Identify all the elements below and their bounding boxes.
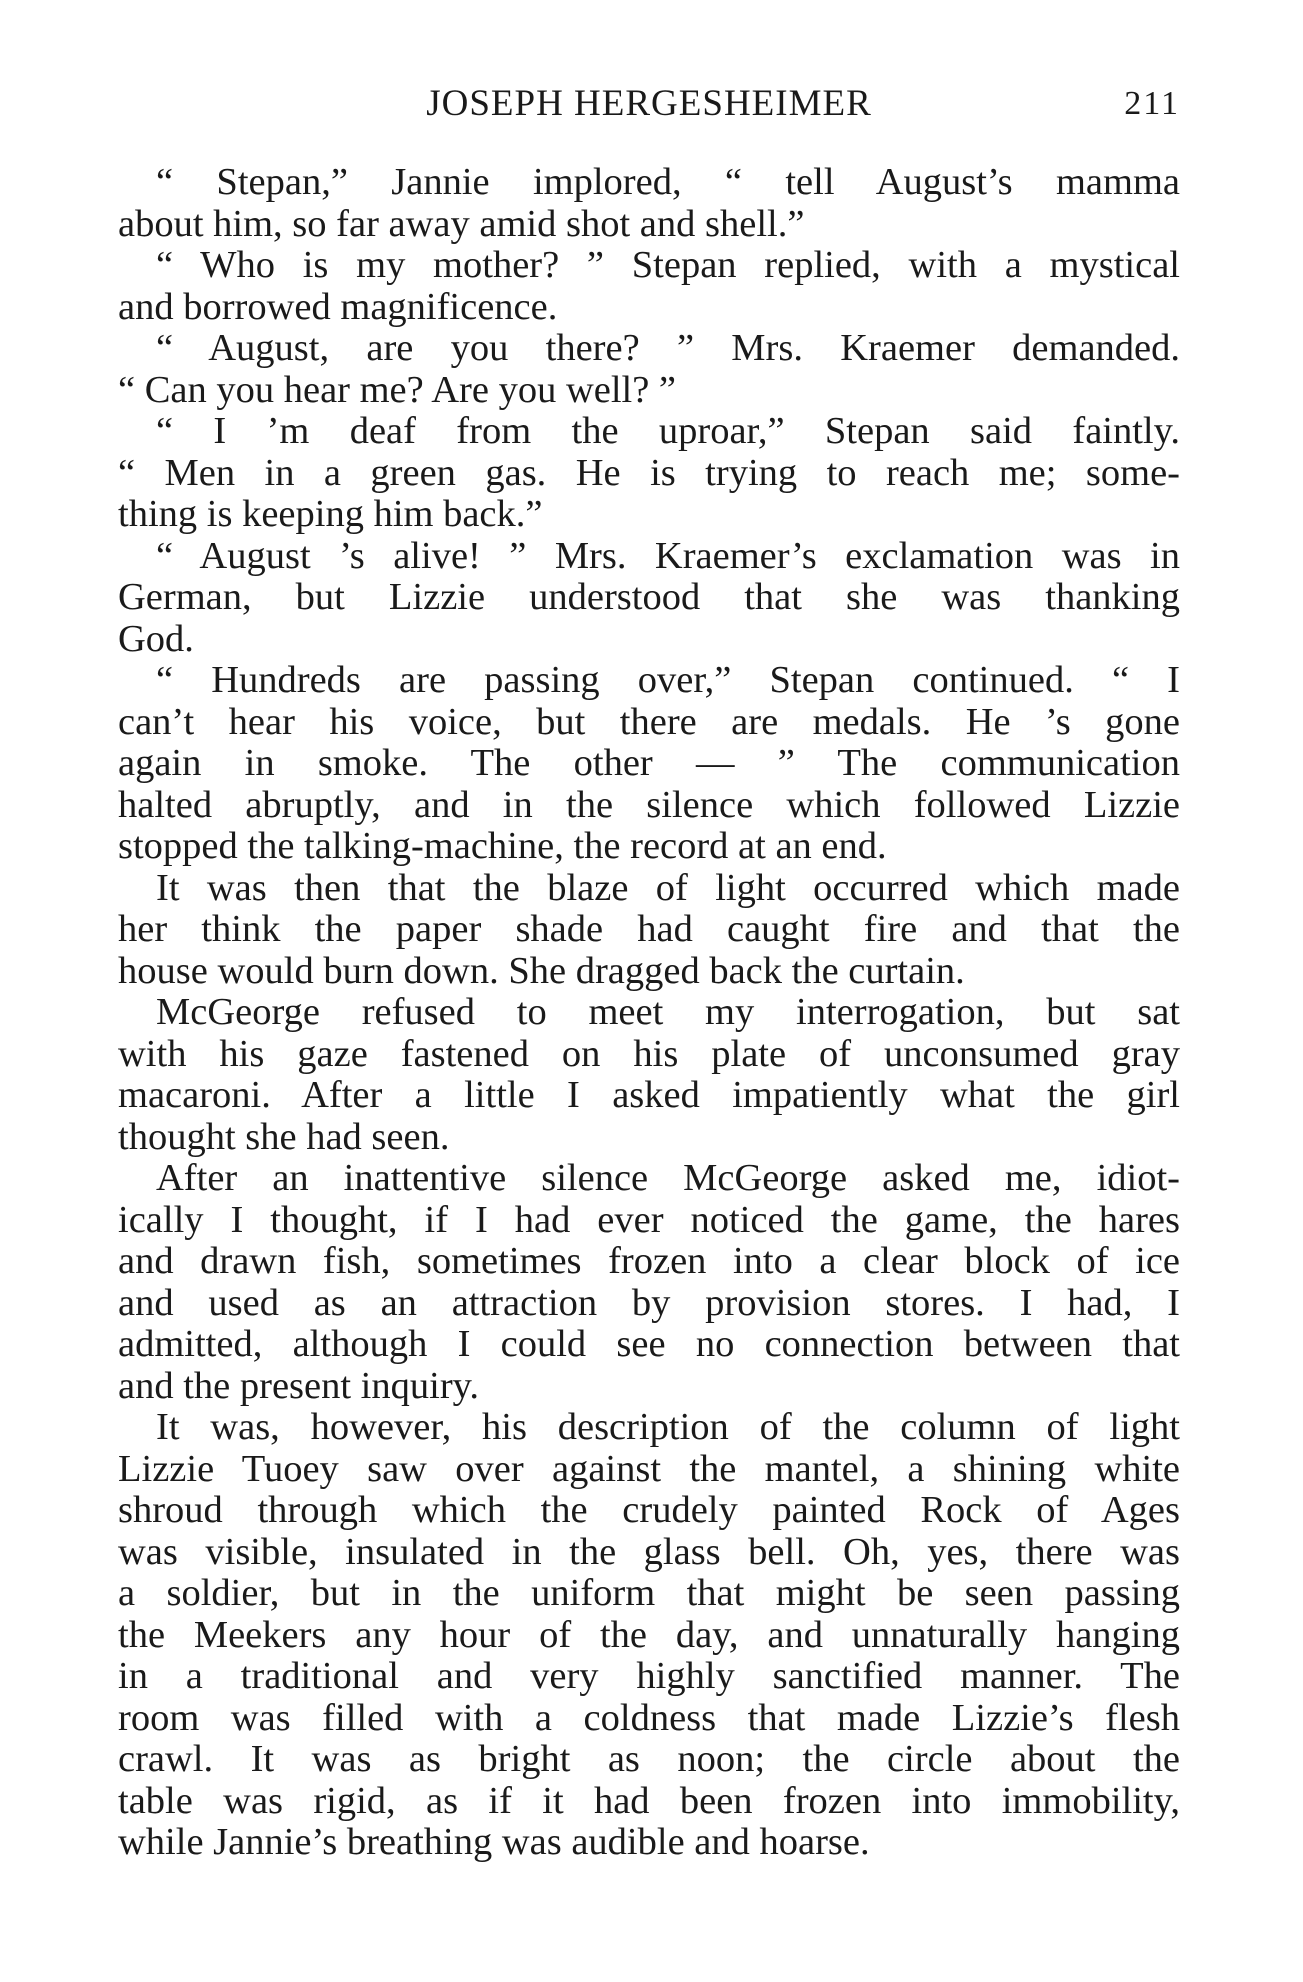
text-line: It was then that the blaze of light occurred which made bbox=[156, 866, 1180, 909]
running-title: JOSEPH HERGESHEIMER bbox=[426, 83, 872, 124]
text-line: and used as an attraction by provision stores. I had, I bbox=[118, 1281, 1180, 1324]
text-line: stopped the talking-machine, the record at an end. bbox=[118, 825, 887, 867]
text-line: in a traditional and very highly sanctified manner. The bbox=[118, 1655, 1180, 1697]
text-line: crawl. It was as bright as noon; the circle about the bbox=[118, 1738, 1180, 1780]
body-text bbox=[118, 162, 1180, 1864]
page-number: 211 bbox=[1124, 85, 1180, 122]
text-line: with his gaze fastened on his plate of unconsumed gray bbox=[118, 1032, 1180, 1075]
text-line: Lizzie Tuoey saw over against the mantel, a shining white bbox=[118, 1447, 1180, 1490]
text-line: and the present inquiry. bbox=[118, 1364, 480, 1407]
text-line: German, but Lizzie understood that she was thanking bbox=[118, 576, 1180, 618]
text-line: “ August ’s alive! ” Mrs. Kraemer’s exclamation was in bbox=[156, 534, 1180, 577]
text-line: room was filled with a coldness that made Lizzie’s flesh bbox=[118, 1696, 1180, 1739]
text-line: table was rigid, as if it had been frozen into immobility, bbox=[118, 1779, 1180, 1822]
text-line: “ Can you hear me? Are you well? ” bbox=[118, 368, 677, 411]
text-line: the Meekers any hour of the day, and unnaturally hanging bbox=[118, 1613, 1180, 1656]
text-line: After an inattentive silence McGeorge asked me, idiot- bbox=[156, 1157, 1180, 1199]
text-line: about him, so far away amid shot and shell.” bbox=[118, 202, 805, 245]
running-head bbox=[118, 78, 1180, 130]
text-line: her think the paper shade had caught fire and that the bbox=[118, 908, 1180, 950]
text-line: admitted, although I could see no connection between that bbox=[118, 1323, 1180, 1365]
text-line: “ Stepan,” Jannie implored, “ tell August’s mamma bbox=[156, 161, 1180, 203]
text-line: a soldier, but in the uniform that might be seen passing bbox=[118, 1572, 1180, 1614]
text-line: shroud through which the crudely painted Rock of Ages bbox=[118, 1489, 1180, 1531]
text-line: can’t hear his voice, but there are medals. He ’s gone bbox=[118, 700, 1180, 743]
text-line: “ Who is my mother? ” Stepan replied, with a mystical bbox=[156, 244, 1180, 286]
text-line: and drawn fish, sometimes frozen into a clear block of ice bbox=[118, 1240, 1180, 1282]
text-line: was visible, insulated in the glass bell. Oh, yes, there was bbox=[118, 1530, 1180, 1573]
text-line: It was, however, his description of the column of light bbox=[156, 1406, 1180, 1448]
text-line: “ August, are you there? ” Mrs. Kraemer demanded. bbox=[156, 327, 1180, 369]
text-line: macaroni. After a little I asked impatiently what the girl bbox=[118, 1074, 1180, 1116]
text-line: God. bbox=[118, 617, 194, 660]
text-line: thought she had seen. bbox=[118, 1115, 450, 1158]
text-line: and borrowed magnificence. bbox=[118, 285, 558, 328]
text-line: halted abruptly, and in the silence which followed Lizzie bbox=[118, 783, 1180, 826]
text-line: “ Hundreds are passing over,” Stepan continued. “ I bbox=[156, 659, 1180, 701]
text-line: thing is keeping him back.” bbox=[118, 493, 543, 535]
text-line: house would burn down. She dragged back the curtain. bbox=[118, 949, 965, 992]
text-line: McGeorge refused to meet my interrogation, but sat bbox=[156, 991, 1180, 1033]
text-line: ically I thought, if I had ever noticed the game, the hares bbox=[118, 1198, 1180, 1241]
text-line: “ Men in a green gas. He is trying to reach me; some- bbox=[118, 451, 1180, 494]
text-line: again in smoke. The other — ” The communication bbox=[118, 742, 1180, 784]
text-line: while Jannie’s breathing was audible and hoarse. bbox=[118, 1821, 870, 1863]
text-line: “ I ’m deaf from the uproar,” Stepan said faintly. bbox=[156, 410, 1180, 452]
